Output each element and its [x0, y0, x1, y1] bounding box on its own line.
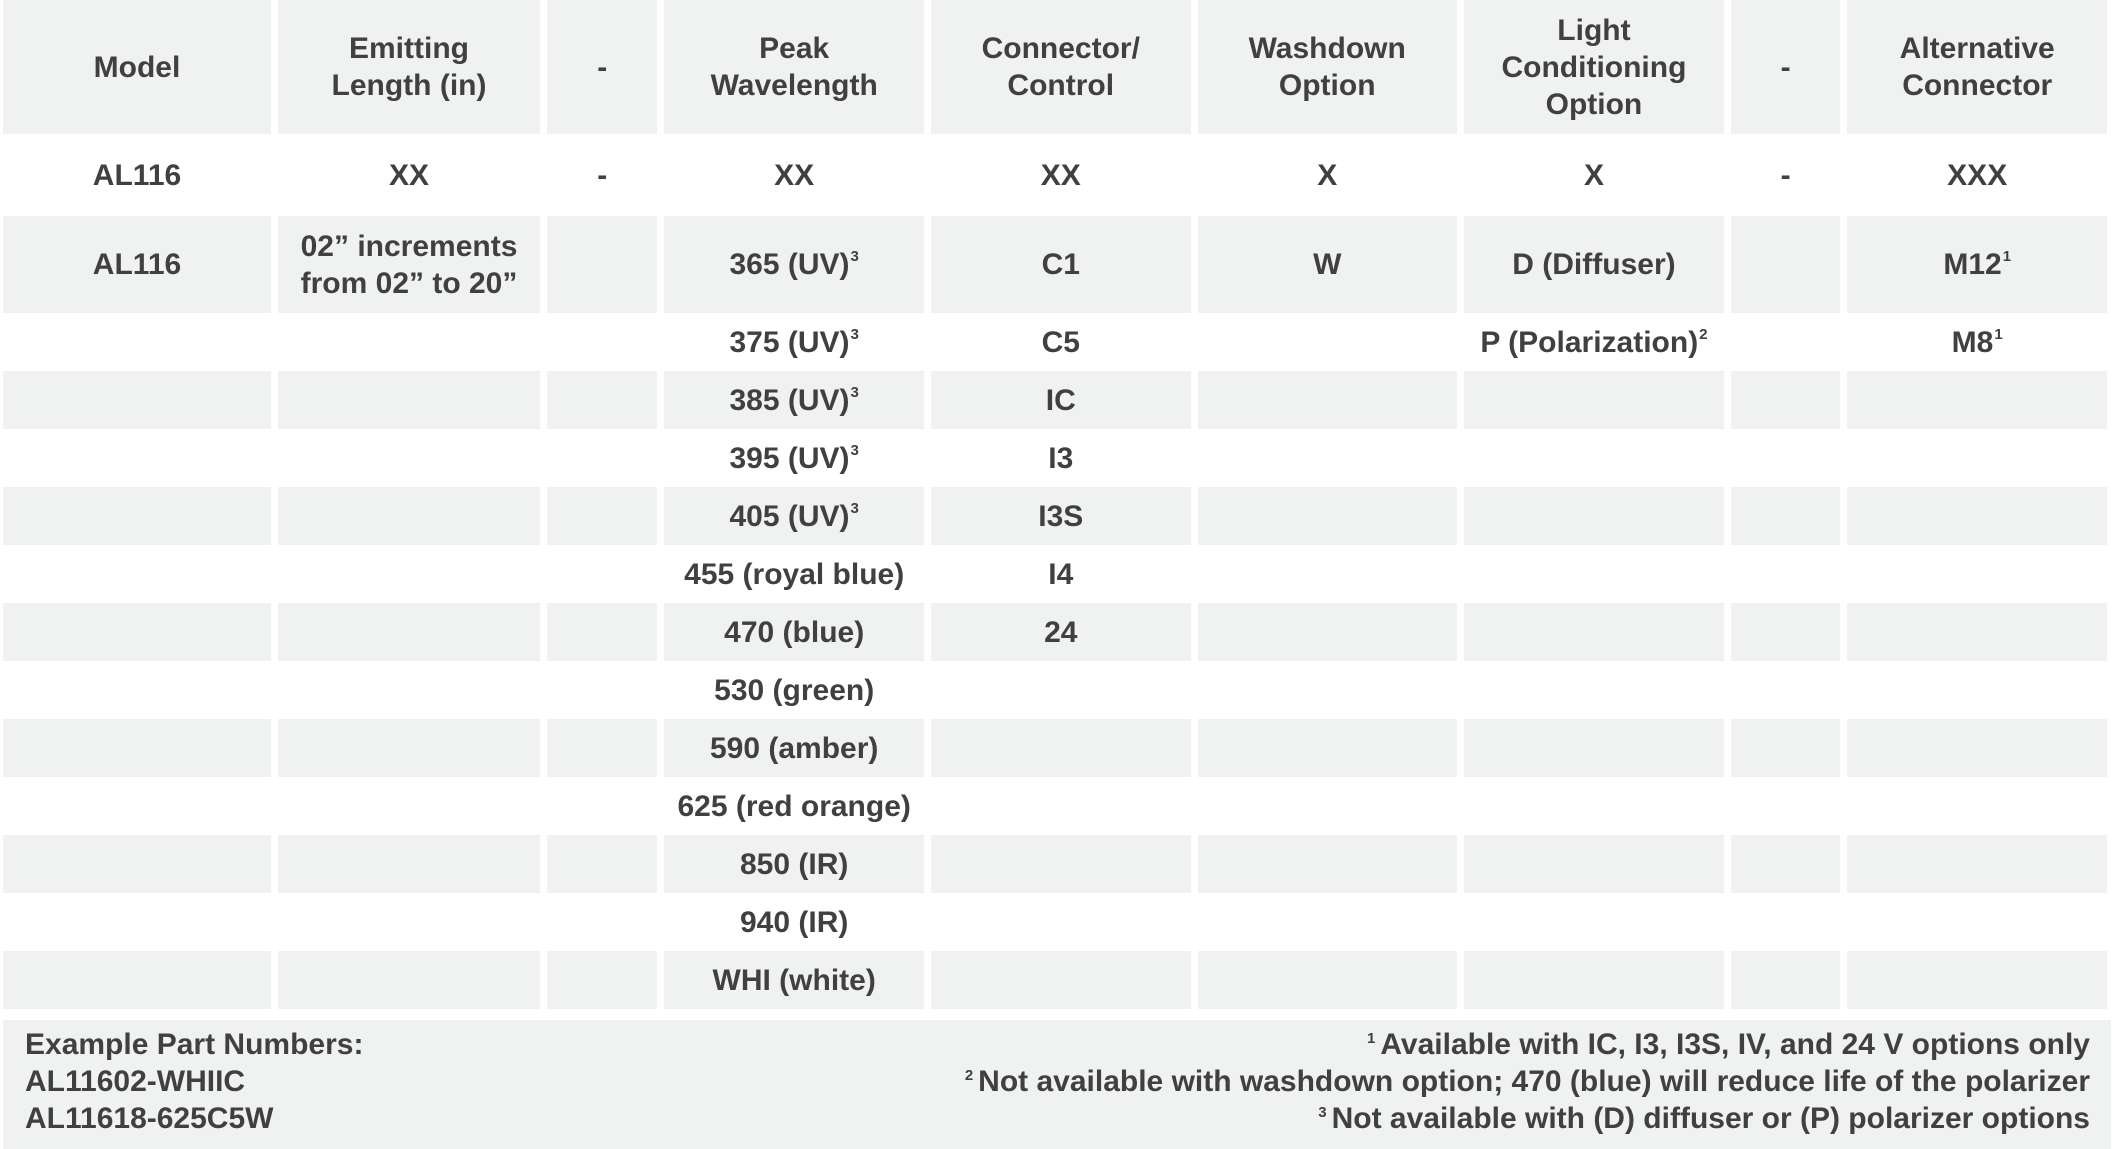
- code-dash-1: -: [547, 134, 657, 216]
- option-wavelength-text: 375 (UV): [729, 325, 850, 359]
- option-alt-connector: [1847, 835, 2107, 893]
- header-dash-1: -: [547, 0, 657, 134]
- code-length: XX: [278, 134, 540, 216]
- footnote-mark: 3: [850, 325, 859, 343]
- option-connector-text: IC: [1045, 383, 1076, 417]
- option-connector: [931, 487, 1191, 545]
- footnote-mark: 1: [1994, 325, 2003, 343]
- option-length: [278, 777, 540, 835]
- option-wavelength: [664, 545, 924, 603]
- code-connector: XX: [931, 134, 1191, 216]
- option-dash-1: [547, 777, 657, 835]
- footnote-2: [964, 1063, 2090, 1100]
- option-dash-1: [547, 429, 657, 487]
- option-row: [3, 893, 2107, 951]
- option-wavelength-text: 405 (UV): [729, 499, 850, 533]
- option-dash-1: [547, 835, 657, 893]
- option-alt-connector: [1847, 661, 2107, 719]
- option-dash-2: [1731, 951, 1840, 1009]
- example-part-numbers: [25, 1026, 363, 1137]
- option-connector: [931, 371, 1191, 429]
- option-connector: C1: [931, 216, 1191, 313]
- header-connector-control-text: Connector/ Control: [981, 32, 1140, 102]
- option-wavelength-text: 470 (blue): [724, 615, 865, 649]
- option-light: [1464, 893, 1724, 951]
- option-wavelength-text: 590 (amber): [709, 731, 879, 765]
- option-connector: [931, 313, 1191, 371]
- option-washdown: [1198, 371, 1457, 429]
- option-alt-connector: [1847, 777, 2107, 835]
- option-wavelength: [664, 719, 924, 777]
- option-row: [3, 661, 2107, 719]
- option-alt-connector: [1847, 371, 2107, 429]
- footnote-mark: 3: [850, 383, 859, 401]
- option-length: [278, 216, 540, 313]
- option-light: [1464, 835, 1724, 893]
- option-length-line1: 02” increments: [300, 229, 518, 263]
- option-dash-2: [1731, 545, 1840, 603]
- option-length-line2: from 02” to 20”: [300, 266, 518, 300]
- option-wavelength: [664, 893, 924, 951]
- option-light: [1464, 777, 1724, 835]
- option-dash-1: [547, 216, 657, 313]
- option-connector: [931, 893, 1191, 951]
- option-model: AL116: [3, 216, 271, 313]
- footnotes: [964, 1026, 2090, 1137]
- option-light: [1464, 603, 1724, 661]
- option-washdown: [1198, 893, 1457, 951]
- footnote-number: 1: [1367, 1030, 1376, 1047]
- option-light: [1464, 545, 1724, 603]
- option-washdown: [1198, 487, 1457, 545]
- option-light: [1464, 371, 1724, 429]
- option-dash-1: [547, 545, 657, 603]
- option-wavelength: [664, 487, 924, 545]
- footnote-number: 2: [964, 1067, 974, 1084]
- option-light: [1464, 661, 1724, 719]
- option-wavelength-text: 455 (royal blue): [684, 557, 905, 591]
- footnote-mark: 2: [1699, 325, 1708, 343]
- option-wavelength: [664, 371, 924, 429]
- option-alt-connector: [1847, 545, 2107, 603]
- option-length: [278, 313, 540, 371]
- option-dash-2: [1731, 835, 1840, 893]
- footnote-mark: 3: [850, 441, 859, 459]
- option-washdown: W: [1198, 216, 1457, 313]
- option-alt-connector: [1847, 893, 2107, 951]
- option-dash-1: [547, 487, 657, 545]
- footnote-mark: 3: [850, 248, 859, 265]
- option-wavelength-text: 850 (IR): [740, 847, 849, 881]
- option-row: [3, 313, 2107, 371]
- option-model: [3, 893, 271, 951]
- option-length: [278, 835, 540, 893]
- header-washdown-option: [1198, 0, 1457, 134]
- option-wavelength: [664, 835, 924, 893]
- example-part-number: AL11618-625C5W: [25, 1102, 274, 1135]
- option-alt-connector: [1847, 216, 2107, 313]
- footer-panel: [3, 1020, 2111, 1149]
- option-wavelength: [664, 313, 924, 371]
- option-rows: [3, 313, 2107, 1009]
- option-dash-1: [547, 661, 657, 719]
- option-connector: [931, 603, 1191, 661]
- header-light-conditioning-option: [1464, 0, 1724, 134]
- option-alt-connector-text: M8: [1951, 325, 1994, 359]
- option-dash-2: [1731, 603, 1840, 661]
- option-light: [1464, 429, 1724, 487]
- option-connector-text: I3S: [1038, 499, 1084, 533]
- footnote-text: Not available with (D) diffuser or (P) polarizer options: [1331, 1102, 2090, 1135]
- example-part-number: AL11602-WHIIC: [25, 1065, 246, 1098]
- option-alt-connector: [1847, 313, 2107, 371]
- option-connector-text: I3: [1048, 441, 1074, 475]
- option-model: [3, 719, 271, 777]
- option-washdown: [1198, 603, 1457, 661]
- option-length: [278, 371, 540, 429]
- option-alt-connector: [1847, 719, 2107, 777]
- option-alt-connector-text: M12: [1943, 248, 2002, 281]
- footnote-mark: 3: [850, 499, 859, 517]
- option-row: [3, 487, 2107, 545]
- option-length: [278, 545, 540, 603]
- option-washdown: [1198, 951, 1457, 1009]
- option-length: [278, 661, 540, 719]
- footnote-1: [964, 1026, 2090, 1063]
- option-length: [278, 603, 540, 661]
- option-wavelength: [664, 216, 924, 313]
- option-dash-1: [547, 951, 657, 1009]
- option-connector: [931, 429, 1191, 487]
- option-row: [3, 429, 2107, 487]
- option-dash-2: [1731, 777, 1840, 835]
- option-connector: [931, 719, 1191, 777]
- option-row: [3, 777, 2107, 835]
- option-length: [278, 951, 540, 1009]
- option-connector: [931, 951, 1191, 1009]
- header-peak-wavelength-text: Peak Wavelength: [710, 32, 878, 102]
- option-wavelength-text: 940 (IR): [740, 905, 849, 939]
- option-dash-2: [1731, 893, 1840, 951]
- header-dash-2: -: [1731, 0, 1840, 134]
- option-dash-2: [1731, 429, 1840, 487]
- option-wavelength: [664, 951, 924, 1009]
- example-title: Example Part Numbers:: [25, 1028, 364, 1061]
- option-washdown: [1198, 313, 1457, 371]
- option-connector-text: C5: [1041, 325, 1080, 359]
- option-dash-2: [1731, 313, 1840, 371]
- code-wavelength: XX: [664, 134, 924, 216]
- option-dash-1: [547, 371, 657, 429]
- option-washdown: [1198, 545, 1457, 603]
- code-light: X: [1464, 134, 1724, 216]
- footnote-text: Available with IC, I3, I3S, IV, and 24 V options only: [1380, 1028, 2090, 1061]
- option-row-first: [3, 216, 2107, 313]
- option-connector: [931, 661, 1191, 719]
- option-alt-connector: [1847, 429, 2107, 487]
- code-model: AL116: [3, 134, 271, 216]
- option-wavelength-text: 365 (UV): [729, 248, 850, 281]
- option-row: [3, 951, 2107, 1009]
- option-alt-connector: [1847, 487, 2107, 545]
- option-dash-1: [547, 893, 657, 951]
- option-dash-2: [1731, 661, 1840, 719]
- option-row: [3, 603, 2107, 661]
- option-alt-connector: [1847, 951, 2107, 1009]
- option-washdown: [1198, 777, 1457, 835]
- option-model: [3, 429, 271, 487]
- option-connector-text: I4: [1048, 557, 1074, 591]
- option-wavelength: [664, 777, 924, 835]
- option-dash-1: [547, 719, 657, 777]
- option-length: [278, 429, 540, 487]
- header-alternative-connector: [1847, 0, 2107, 134]
- option-light: [1464, 313, 1724, 371]
- option-dash-2: [1731, 719, 1840, 777]
- code-washdown: X: [1198, 134, 1457, 216]
- option-connector: [931, 545, 1191, 603]
- header-peak-wavelength: [664, 0, 924, 134]
- header-model: Model: [3, 0, 271, 134]
- option-model: [3, 951, 271, 1009]
- option-model: [3, 661, 271, 719]
- option-dash-2: [1731, 371, 1840, 429]
- option-washdown: [1198, 835, 1457, 893]
- option-model: [3, 371, 271, 429]
- option-row: [3, 545, 2107, 603]
- option-length: [278, 487, 540, 545]
- option-wavelength: [664, 429, 924, 487]
- header-emitting-length: [278, 0, 540, 134]
- option-length: [278, 893, 540, 951]
- option-model: [3, 313, 271, 371]
- option-dash-2: [1731, 216, 1840, 313]
- code-dash-2: -: [1731, 134, 1840, 216]
- code-row: [3, 134, 2107, 216]
- option-light: [1464, 951, 1724, 1009]
- option-wavelength-text: 530 (green): [714, 673, 875, 707]
- option-light: D (Diffuser): [1464, 216, 1724, 313]
- option-model: [3, 487, 271, 545]
- option-washdown: [1198, 429, 1457, 487]
- option-row: [3, 835, 2107, 893]
- header-emitting-length-text: Emitting Length (in): [331, 32, 487, 102]
- option-alt-connector: [1847, 603, 2107, 661]
- option-light-text: P (Polarization): [1480, 325, 1699, 359]
- header-connector-control: [931, 0, 1191, 134]
- footnote-mark: 1: [2002, 248, 2012, 265]
- option-model: [3, 545, 271, 603]
- option-dash-1: [547, 603, 657, 661]
- header-row: [3, 0, 2107, 134]
- option-wavelength-text: 395 (UV): [729, 441, 850, 475]
- option-connector-text: 24: [1044, 615, 1078, 649]
- header-washdown-option-text: Washdown Option: [1248, 32, 1406, 102]
- option-wavelength-text: 625 (red orange): [677, 789, 911, 823]
- option-washdown: [1198, 719, 1457, 777]
- option-wavelength: [664, 603, 924, 661]
- footnote-number: 3: [1318, 1104, 1327, 1121]
- option-light: [1464, 719, 1724, 777]
- footnote-text: Not available with washdown option; 470 (blue) will reduce life of the polarizer: [978, 1065, 2090, 1098]
- header-alternative-connector-text: Alternative Connector: [1899, 32, 2055, 102]
- option-length: [278, 719, 540, 777]
- code-alt-connector: XXX: [1847, 134, 2107, 216]
- option-row: [3, 371, 2107, 429]
- option-model: [3, 603, 271, 661]
- option-wavelength-text: 385 (UV): [729, 383, 850, 417]
- option-wavelength: [664, 661, 924, 719]
- option-wavelength-text: WHI (white): [712, 963, 876, 997]
- option-light: [1464, 487, 1724, 545]
- footnote-3: [964, 1100, 2090, 1137]
- option-connector: [931, 777, 1191, 835]
- option-model: [3, 777, 271, 835]
- option-dash-1: [547, 313, 657, 371]
- option-model: [3, 835, 271, 893]
- option-row: [3, 719, 2107, 777]
- header-light-conditioning-option-text: Light Conditioning Option: [1501, 13, 1687, 121]
- option-washdown: [1198, 661, 1457, 719]
- option-dash-2: [1731, 487, 1840, 545]
- option-connector: [931, 835, 1191, 893]
